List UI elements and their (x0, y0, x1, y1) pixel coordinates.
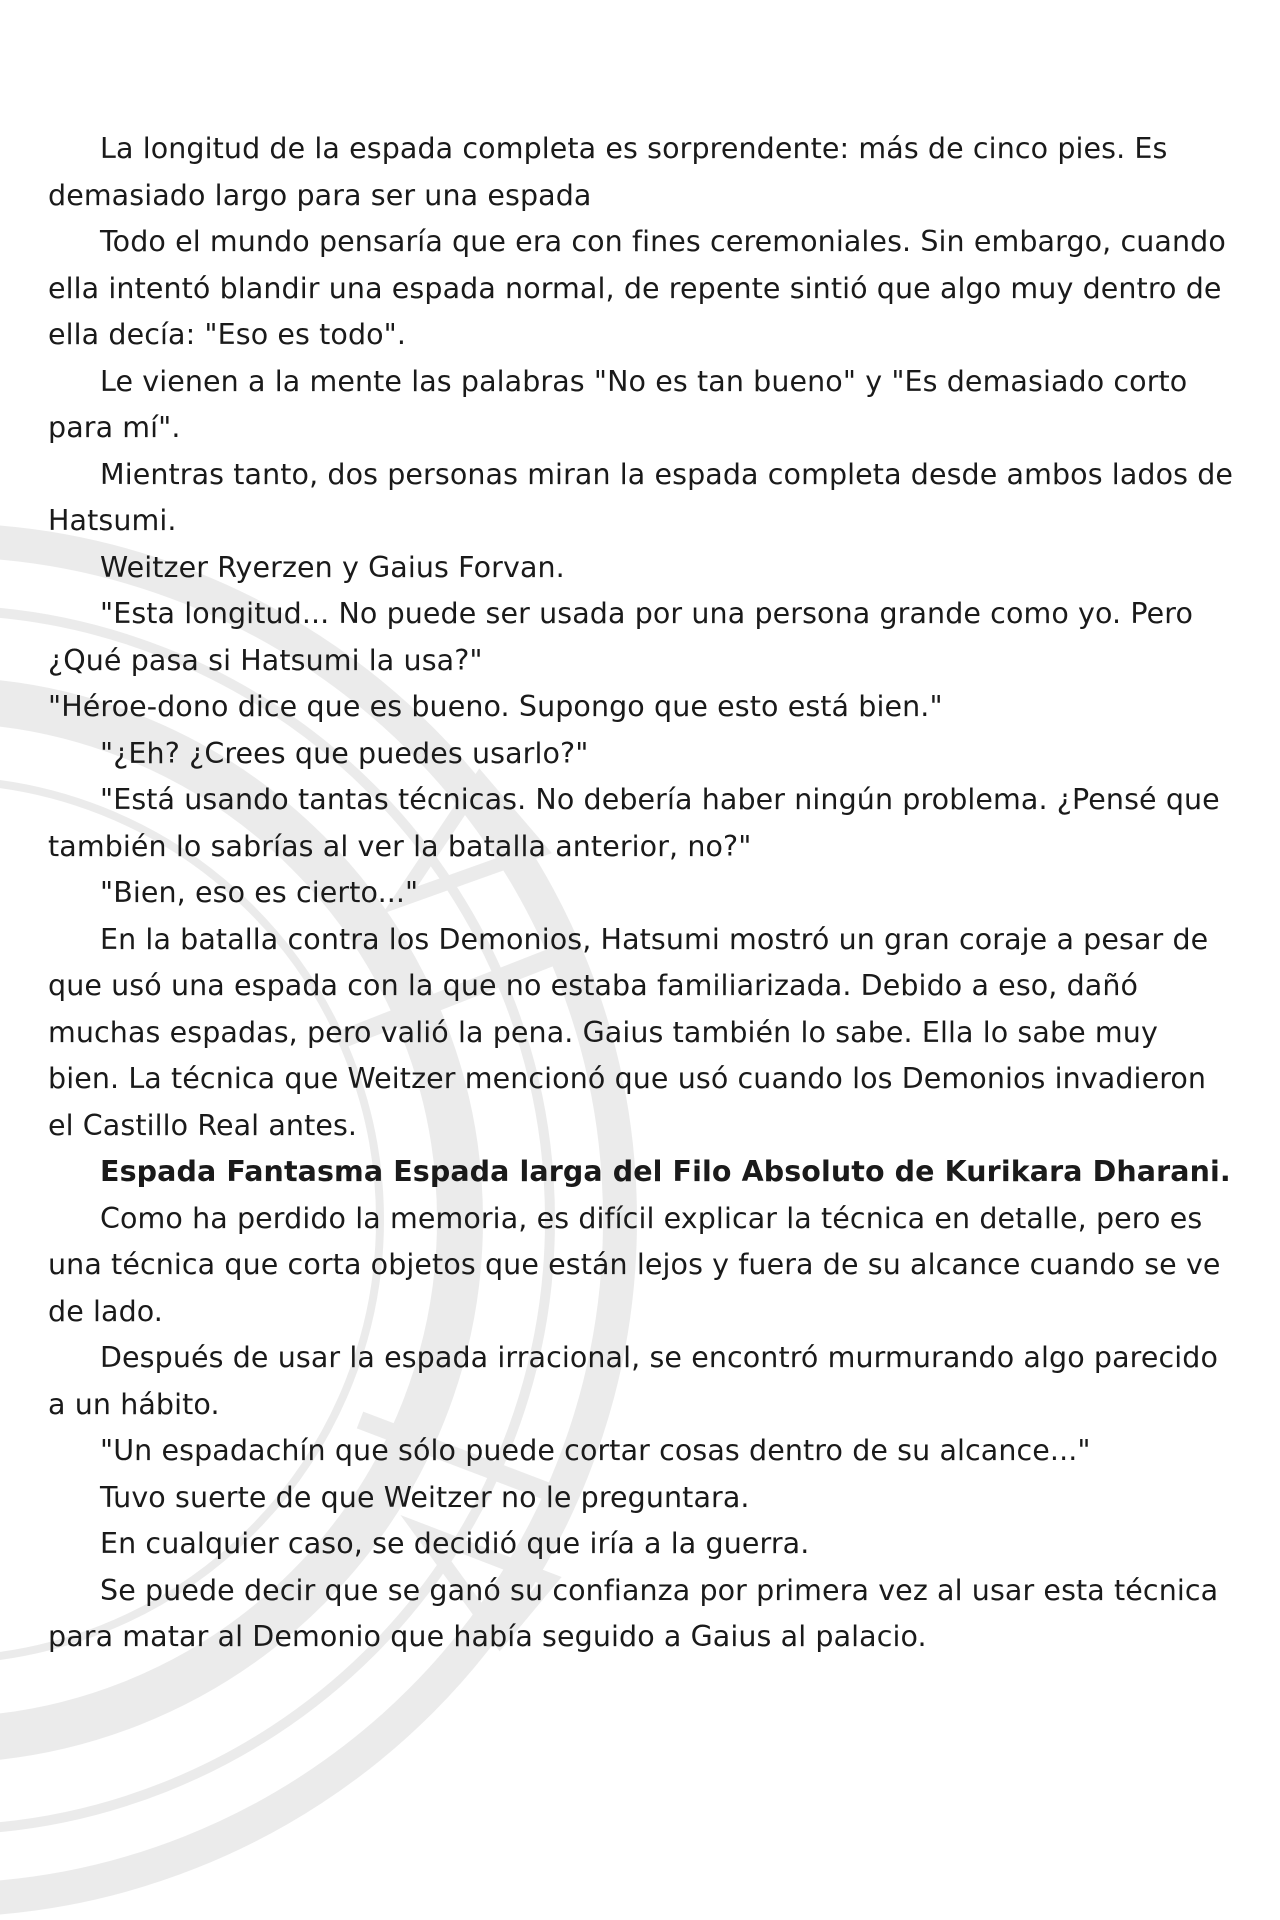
paragraph: "Esta longitud... No puede ser usada por una persona grande como yo. Pero ¿Qué pasa si Hatsumi la usa?" (48, 597, 1193, 677)
document-body (48, 126, 1238, 1661)
paragraph: Como ha perdido la memoria, es difícil explicar la técnica en detalle, pero es una técnica que corta objetos que están lejos y fuera de su alcance cuando se ve de lado. (48, 1201, 1221, 1328)
paragraph: Después de usar la espada irracional, se encontró murmurando algo parecido a un hábito. (48, 1341, 1218, 1421)
paragraph: "Héroe-dono dice que es bueno. Supongo que esto está bien." (48, 690, 943, 723)
paragraph: "Un espadachín que sólo puede cortar cosas dentro de su alcance..." (100, 1434, 1091, 1467)
paragraph: "Está usando tantas técnicas. No debería haber ningún problema. ¿Pensé que también lo sabrías al ver la batalla anterior, no?" (48, 783, 1220, 863)
paragraph: Mientras tanto, dos personas miran la espada completa desde ambos lados de Hatsumi. (48, 457, 1234, 537)
paragraph: "¿Eh? ¿Crees que puedes usarlo?" (100, 736, 589, 770)
paragraph: La longitud de la espada completa es sorprendente: más de cinco pies. Es demasiado largo para ser una espada (48, 132, 1168, 212)
paragraph: Le vienen a la mente las palabras "No es tan bueno" y "Es demasiado corto para mí". (48, 364, 1188, 444)
paragraph: Tuvo suerte de que Weitzer no le preguntara. (100, 1480, 750, 1514)
paragraph: Se puede decir que se ganó su confianza por primera vez al usar esta técnica para matar al Demonio que había seguido a Gaius al palacio. (48, 1573, 1219, 1653)
paragraph: Espada Fantasma Espada larga del Filo Absoluto de Kurikara Dharani. (100, 1155, 1231, 1188)
paragraph: Todo el mundo pensaría que era con fines ceremoniales. Sin embargo, cuando ella intentó blandir una espada normal, de repente sintió que algo muy dentro de ella decía: "Eso es todo". (48, 225, 1226, 351)
paragraph: En cualquier caso, se decidió que iría a la guerra. (100, 1527, 810, 1560)
paragraph: "Bien, eso es cierto..." (100, 876, 419, 909)
paragraph: Weitzer Ryerzen y Gaius Forvan. (100, 550, 565, 584)
paragraph: En la batalla contra los Demonios, Hatsumi mostró un gran coraje a pesar de que usó una espada con la que no estaba familiarizada. Debido a eso, dañó muchas espadas, pero valió la pena. Gaius también lo sabe. Ella lo sabe muy bien. La técnica que Weitzer mencionó que usó cuando los Demonios invadieron el Castillo Real antes. (48, 922, 1209, 1142)
